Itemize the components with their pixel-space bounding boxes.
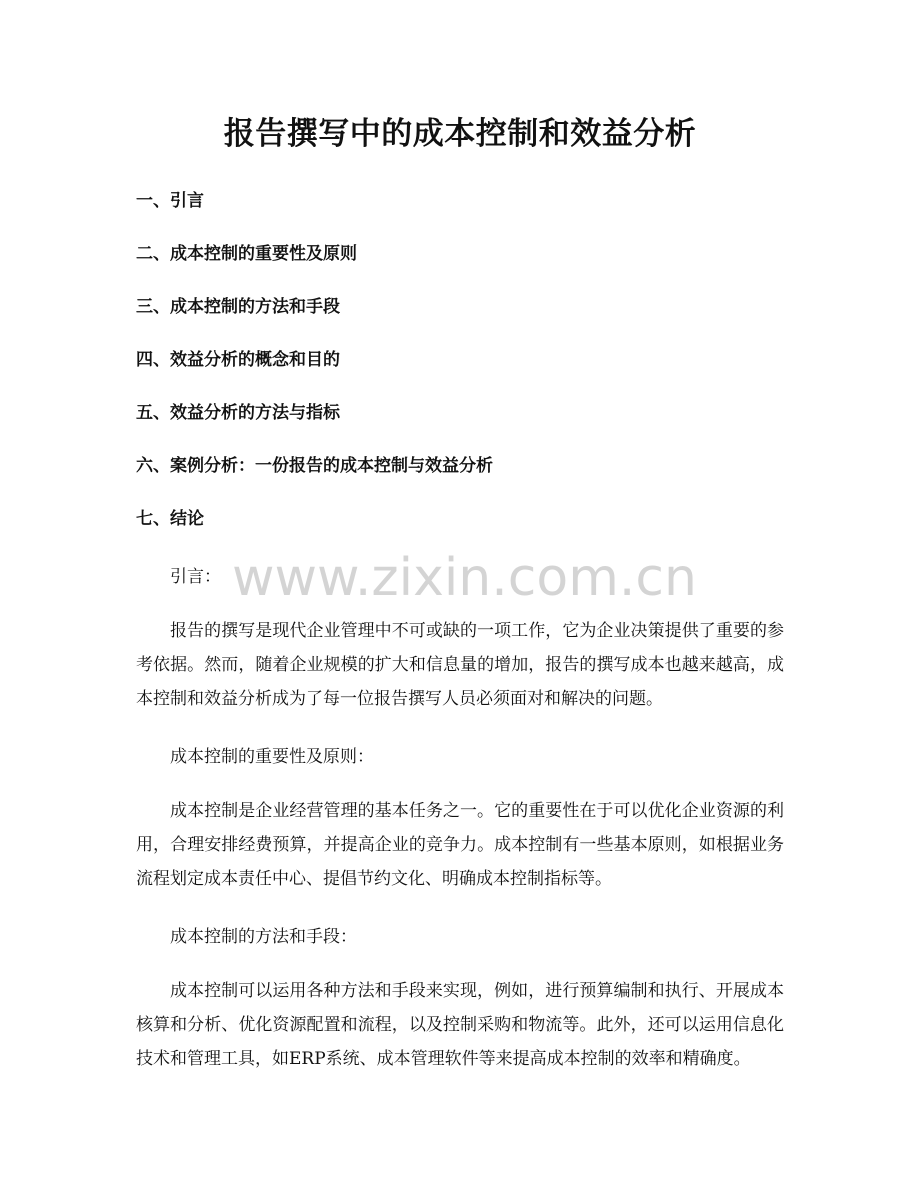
- toc-item-cost-control-principles: 二、成本控制的重要性及原则: [136, 244, 357, 264]
- toc-item-case-study: 六、案例分析：一份报告的成本控制与效益分析: [136, 456, 493, 476]
- section-heading-cost-control-methods: 成本控制的方法和手段：: [170, 927, 357, 947]
- section-paragraph-introduction: 报告的撰写是现代企业管理中不可或缺的一项工作，它为企业决策提供了重要的参考依据。然而，随着企业规模的扩大和信息量的增加，报告的撰写成本也越来越高，成本控制和效益分析成为了每一位报告撰写人员必须面对和解决的问题。: [136, 621, 784, 709]
- table-of-contents: [136, 188, 796, 559]
- toc-item-cost-control-methods: 三、成本控制的方法和手段: [136, 297, 340, 317]
- section-heading-introduction: 引言：: [170, 567, 221, 587]
- toc-item-introduction: 一、引言: [136, 191, 204, 211]
- document-body: [136, 560, 784, 1100]
- watermark: www.zixin.com.cn: [232, 548, 697, 608]
- section-paragraph-cost-control-principles: 成本控制是企业经营管理的基本任务之一。它的重要性在于可以优化企业资源的利用，合理安排经费预算，并提高企业的竞争力。成本控制有一些基本原则，如根据业务流程划定成本责任中心、提倡节约文化、明确成本控制指标等。: [136, 801, 784, 889]
- section-heading-cost-control-principles: 成本控制的重要性及原则：: [170, 747, 374, 767]
- toc-item-conclusion: 七、结论: [136, 509, 204, 529]
- section-paragraph-cost-control-methods: 成本控制可以运用各种方法和手段来实现，例如，进行预算编制和执行、开展成本核算和分析、优化资源配置和流程，以及控制采购和物流等。此外，还可以运用信息化技术和管理工具，如ERP系统、成本管理软件等来提高成本控制的效率和精确度。: [136, 981, 784, 1069]
- document-title: 报告撰写中的成本控制和效益分析: [223, 116, 697, 152]
- toc-item-benefit-analysis-concept: 四、效益分析的概念和目的: [136, 350, 340, 370]
- toc-item-benefit-analysis-methods: 五、效益分析的方法与指标: [136, 403, 340, 423]
